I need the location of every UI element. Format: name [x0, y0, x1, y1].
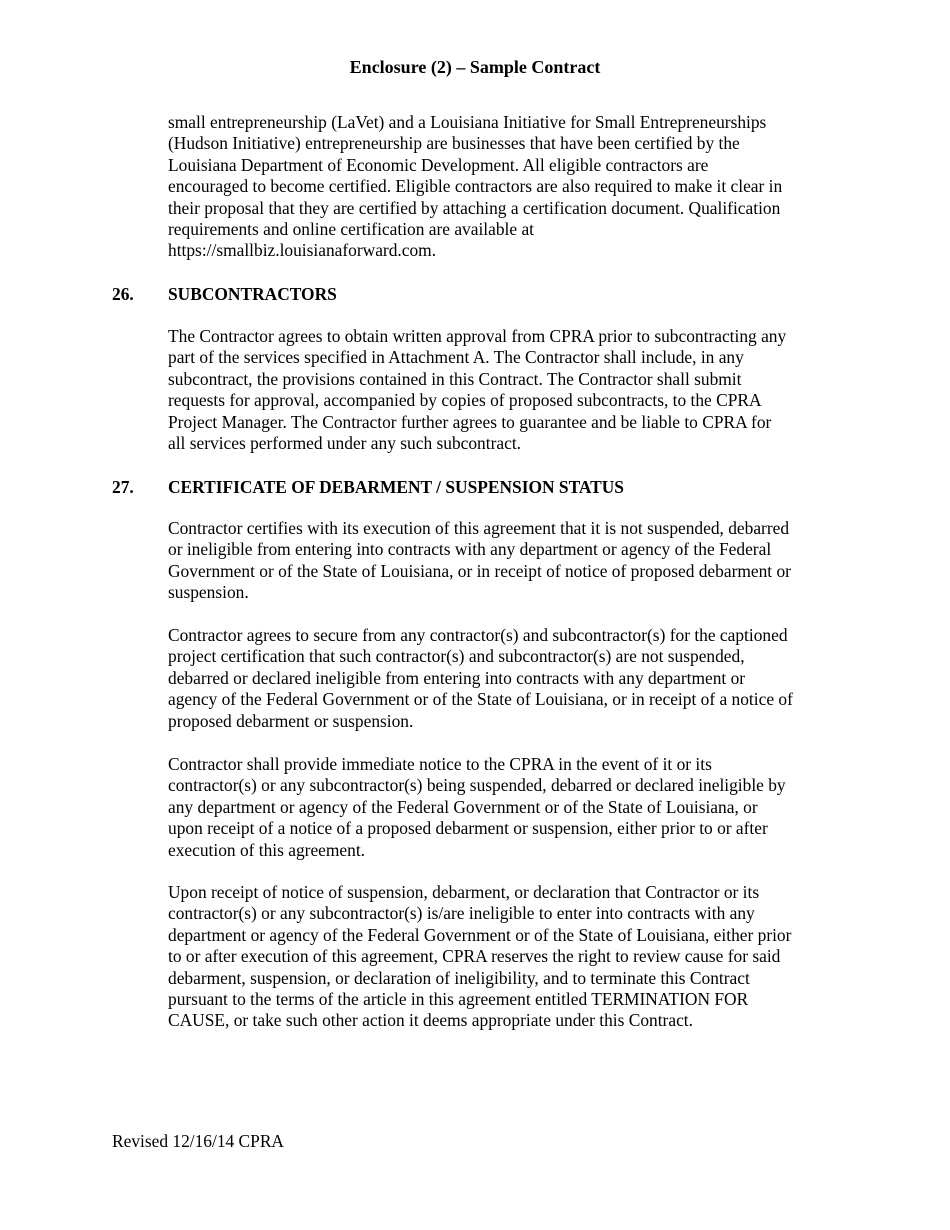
- text-line: to or after execution of this agreement, CPRA reserves the right to review cause for said: [168, 946, 781, 967]
- text-line: CAUSE, or take such other action it deems appropriate under this Contract.: [168, 1010, 693, 1031]
- section-26-heading: [112, 283, 337, 305]
- text-line: contractor(s) or any subcontractor(s) is/are ineligible to enter into contracts with any: [168, 903, 755, 924]
- text-line: subcontract, the provisions contained in this Contract. The Contractor shall submit: [168, 368, 742, 389]
- text-line: debarment, suspension, or declaration of ineligibility, and to terminate this Contract: [168, 967, 750, 988]
- text-line: their proposal that they are certified by attaching a certification document. Qualification: [168, 197, 781, 218]
- text-line: encouraged to become certified. Eligible contractors are also required to make it clear in: [168, 176, 783, 197]
- text-line: Contractor shall provide immediate notice to the CPRA in the event of it or its: [168, 754, 712, 774]
- text-line: Contractor certifies with its execution of this agreement that it is not suspended, debarred: [168, 518, 790, 538]
- text-line: Project Manager. The Contractor further agrees to guarantee and be liable to CPRA for: [168, 411, 772, 432]
- text-line: all services performed under any such subcontract.: [168, 433, 521, 454]
- text-line: execution of this agreement.: [168, 839, 366, 860]
- text-line: department or agency of the Federal Government or of the State of Louisiana, either prior: [168, 924, 792, 945]
- page-header: Enclosure (2) – Sample Contract: [349, 57, 601, 77]
- url-text: https://smallbiz.louisianaforward.com.: [168, 240, 437, 261]
- section-27-paragraph-2: [168, 625, 840, 732]
- text-line: project certification that such contractor(s) and subcontractor(s) are not suspended,: [168, 646, 745, 667]
- page-footer: Revised 12/16/14 CPRA: [112, 1131, 284, 1151]
- text-line: contractor(s) or any subcontractor(s) being suspended, debarred or declared ineligible by: [168, 775, 786, 796]
- text-line: (Hudson Initiative) entrepreneurship are businesses that have been certified by the: [168, 133, 740, 154]
- text-line: requests for approval, accompanied by copies of proposed subcontracts, to the CPRA: [168, 390, 762, 411]
- intro-paragraph: [168, 112, 840, 262]
- text-line: agency of the Federal Government or of the State of Louisiana, or in receipt of a notice of: [168, 689, 793, 710]
- text-line: Louisiana Department of Economic Development. All eligible contractors are: [168, 154, 709, 175]
- section-27-paragraph-4: [168, 882, 840, 1032]
- text-line: requirements and online certification are available at: [168, 219, 534, 240]
- section-title: SUBCONTRACTORS: [168, 284, 337, 304]
- text-line: any department or agency of the Federal Government or of the State of Louisiana, or: [168, 796, 758, 817]
- text-line: Upon receipt of notice of suspension, debarment, or declaration that Contractor or its: [168, 882, 760, 902]
- text-line: pursuant to the terms of the article in this agreement entitled TERMINATION FOR: [168, 989, 749, 1010]
- text-line: debarred or declared ineligible from entering into contracts with any department or: [168, 667, 746, 688]
- text-line: small entrepreneurship (LaVet) and a Louisiana Initiative for Small Entrepreneurships: [168, 112, 767, 132]
- text-line: The Contractor agrees to obtain written approval from CPRA prior to subcontracting any: [168, 326, 787, 346]
- text-line: part of the services specified in Attachment A. The Contractor shall include, in any: [168, 347, 744, 368]
- text-line: Contractor agrees to secure from any contractor(s) and subcontractor(s) for the captioned: [168, 625, 788, 645]
- text-line: or ineligible from entering into contracts with any department or agency of the Federal: [168, 539, 772, 560]
- text-line: suspension.: [168, 582, 249, 603]
- section-number: 26.: [112, 284, 134, 304]
- section-27-paragraph-1: [168, 518, 840, 604]
- section-26-paragraph: [168, 326, 840, 454]
- section-number: 27.: [112, 477, 134, 497]
- section-title: CERTIFICATE OF DEBARMENT / SUSPENSION STATUS: [168, 477, 624, 497]
- section-27-paragraph-3: [168, 754, 840, 861]
- section-27-heading: [112, 476, 624, 498]
- text-line: upon receipt of a notice of a proposed debarment or suspension, either prior to or after: [168, 818, 768, 839]
- text-line: Government or of the State of Louisiana, or in receipt of notice of proposed debarment or: [168, 560, 791, 581]
- text-line: proposed debarment or suspension.: [168, 710, 414, 731]
